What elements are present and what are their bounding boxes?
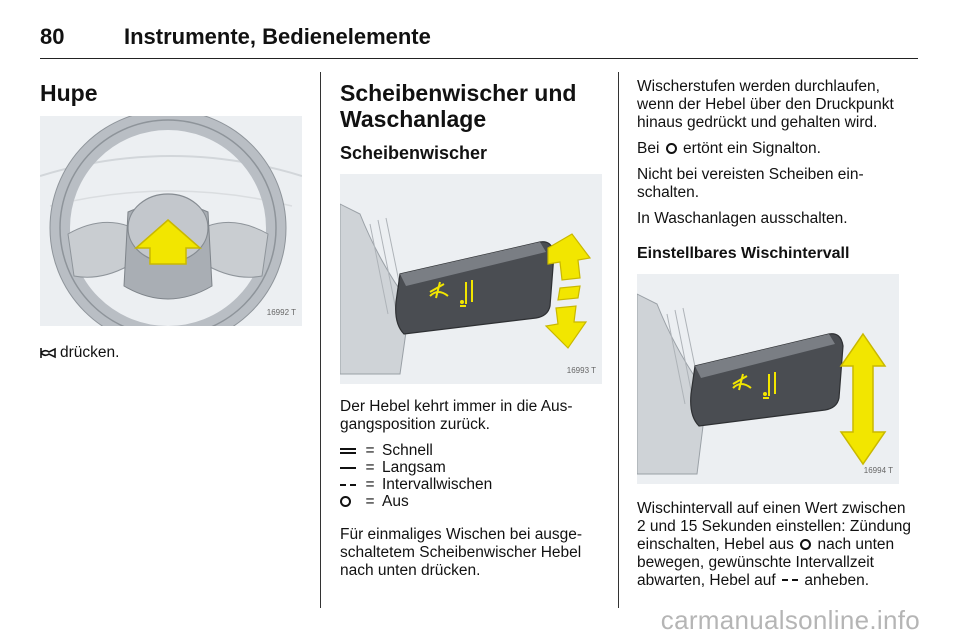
wiper-para-1: Der Hebel kehrt immer in die Ausgangsposition zurück. [340,398,573,433]
column-wiper-cont [637,72,917,598]
page-header [40,18,920,58]
horn-icon [40,347,56,359]
wiper-para-3: Wischerstufen werden durchlaufen, wenn der Hebel über den Druckpunkt hinaus gedrückt und gehalten wird. [637,78,894,131]
wiper-lever-illustration [340,174,602,384]
section-heading-horn: Hupe [40,80,98,106]
interval-lever-figure [637,274,899,484]
legend-row-off: = Aus [340,493,602,510]
wiper-para-5: In Waschanlagen ausschalten. [637,210,848,227]
figure-code: 16992 T [266,308,296,317]
subheading-wiper: Scheibenwischer [340,143,488,163]
single-line-icon [340,467,356,469]
circle-icon [800,539,811,550]
legend-label: Langsam [382,458,446,476]
wiper-para-4: Nicht bei vereisten Scheiben einschalten. [637,166,864,201]
wiper-legend [340,442,602,510]
steering-wheel-figure [40,116,302,326]
horn-instruction [40,344,302,362]
interval-instruction: Wischintervall auf einen Wert zwischen 2 und 15 Sekunden einstellen: Zündung einschalten, Hebel aus nach unten bewegen, gewünschte Intervallzeit abwarten, Hebel auf anheben. [637,500,912,589]
circle-icon [666,143,677,154]
section-heading-wiper: Scheibenwischer und Waschanlage [340,80,577,132]
legend-label: Intervallwischen [382,475,493,493]
double-line-icon [340,448,356,454]
wiper-lever-figure [340,174,602,384]
header-rule [40,58,918,59]
dashed-line-icon [340,484,356,486]
column-horn [40,72,302,370]
watermark: carmanualsonline.info [660,605,920,635]
legend-row-interval: = Intervallwischen [340,476,602,493]
legend-row-fast: = Schnell [340,442,602,459]
column-wiper [340,72,602,588]
figure-code: 16993 T [566,366,596,375]
legend-label: Schnell [382,441,433,459]
horn-instruction-text: drücken. [60,344,120,361]
column-divider-2 [618,72,619,608]
dashed-line-icon [782,579,798,581]
page-title: Instrumente, Bedienelemente [124,24,431,49]
legend-row-slow: = Langsam [340,459,602,476]
page-number: 80 [40,24,65,49]
circle-icon [340,496,351,507]
figure-code: 16994 T [863,466,893,475]
column-divider-1 [320,72,321,608]
interval-lever-illustration [637,274,899,484]
subheading-interval: Einstellbares Wischintervall [637,245,850,262]
signal-tone-para: Bei ertönt ein Signalton. [637,140,821,157]
legend-label: Aus [382,492,409,510]
steering-wheel-illustration [40,116,302,326]
wiper-para-2: Für einmaliges Wischen bei ausgeschaltetem Scheibenwischer Hebel nach unten drücken. [340,526,583,579]
